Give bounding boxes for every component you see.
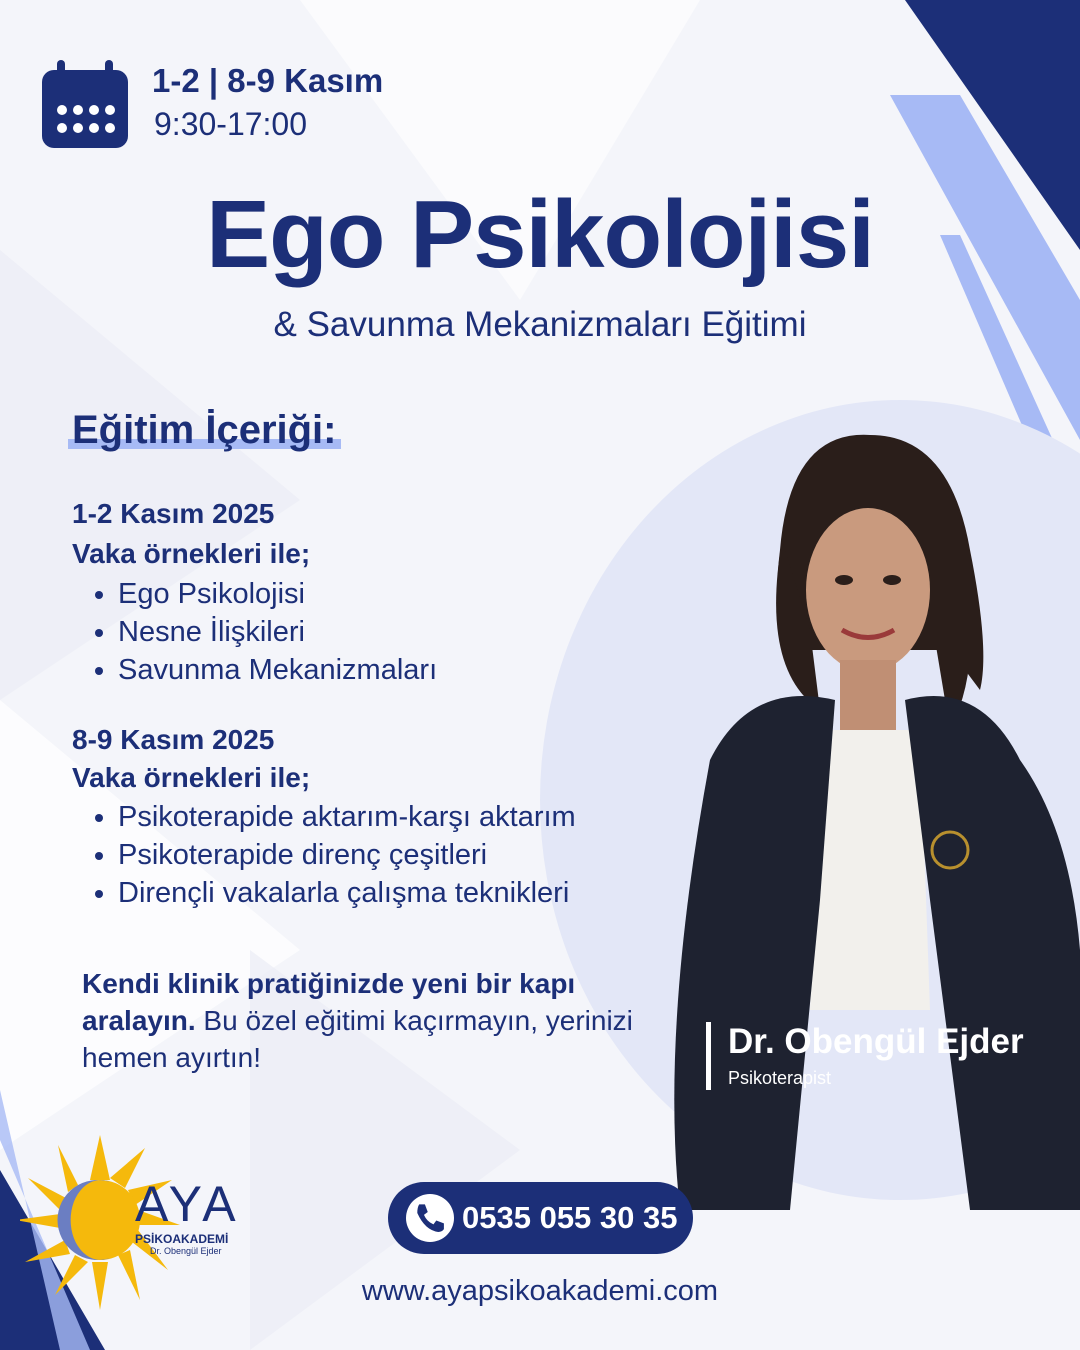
promo-rest: Bu özel eğitimi kaçırmayın, yerinizi hemen ayırtın! — [82, 1005, 633, 1073]
block2-date-text: 8-9 Kasım 2025 — [72, 724, 275, 755]
page-subtitle: & Savunma Mekanizmaları Eğitimi — [273, 305, 807, 344]
block2-date — [72, 724, 274, 756]
block2-lead: Vaka örnekleri ile; — [72, 762, 311, 793]
phone-number: 0535 055 30 35 — [462, 1200, 678, 1235]
phone-icon — [406, 1194, 454, 1242]
logo-owner: Dr. Obengül Ejder — [150, 1246, 222, 1256]
calendar-icon — [40, 60, 130, 150]
block2-list — [90, 798, 576, 912]
event-dates: 1-2 | 8-9 Kasım — [152, 62, 384, 99]
speaker-portrait — [650, 430, 1080, 1210]
block1-lead: Vaka örnekleri ile; — [72, 538, 311, 569]
promo-text — [82, 965, 642, 1076]
content-heading — [72, 408, 337, 453]
list-item: • Savunma Mekanizmaları — [118, 651, 437, 689]
block1-date-text: 1-2 Kasım 2025 — [72, 498, 275, 529]
speaker-name: Dr. Obengül Ejder — [728, 1022, 1024, 1061]
list-item: • Ego Psikolojisi — [118, 575, 437, 613]
logo-subtitle: PSİKOAKADEMİ — [135, 1232, 229, 1246]
list-item: • Dirençli vakalarla çalışma teknikleri — [118, 874, 576, 912]
block1-date — [72, 498, 274, 530]
promo-bold: Kendi klinik pratiğinizde yeni bir kapı aralayın. — [82, 968, 576, 1036]
page-title: Ego Psikolojisi — [206, 181, 874, 288]
list-item: • Nesne İlişkileri — [118, 613, 437, 651]
event-hours: 9:30-17:00 — [154, 106, 308, 142]
list-item: • Psikoterapide aktarım-karşı aktarım — [118, 798, 576, 836]
logo-name: AYA — [135, 1176, 240, 1232]
block1-list — [90, 575, 437, 689]
speaker-role: Psikoterapist — [728, 1068, 832, 1088]
phone-button[interactable] — [388, 1182, 693, 1254]
website-link[interactable]: www.ayapsikoakademi.com — [361, 1275, 719, 1307]
list-item: • Psikoterapide direnç çeşitleri — [118, 836, 576, 874]
content-heading-text: Eğitim İçeriği: — [72, 408, 337, 452]
name-divider — [706, 1022, 711, 1090]
date-block — [40, 58, 440, 158]
